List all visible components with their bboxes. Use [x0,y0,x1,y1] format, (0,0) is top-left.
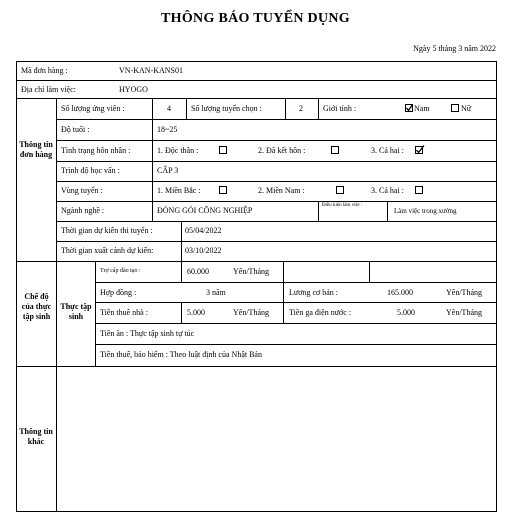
selected-label: Số lượng tuyển chọn : [191,104,262,113]
meals-note: Tiền ăn : Thực tập sinh tự túc [100,329,195,338]
utilities-label: Tiền ga điện nước : [289,308,352,317]
workplace-value: HYOGO [119,85,148,94]
tax-insurance-note: Tiền thuế, bảo hiểm : Theo luật định của Nhật Bản [100,350,262,359]
section-order-heading: Thông tin đơn hàng [19,140,53,159]
gender-male-checkbox[interactable] [405,104,413,112]
training-allowance-label: Trợ cấp đào tạo : [100,268,141,274]
contract-value: 3 năm [206,288,226,297]
utilities-value: 5.000 [397,308,415,317]
trainee-subheading: Thực tập sinh [60,302,92,321]
education-label: Trình độ học vấn : [61,166,120,175]
departure-date-value: 03/10/2022 [185,246,222,255]
section-benefits-heading: Chế độ của thực tập sinh [21,292,52,321]
industry-label: Ngành nghề : [61,206,105,215]
rent-unit: Yên/Tháng [233,308,269,317]
candidates-value: 4 [167,104,171,113]
marital-option-both: 3. Cả hai : [371,146,404,155]
age-label: Độ tuổi : [61,125,90,134]
order-code-label: Mã đơn hàng : [21,66,68,75]
workplace-label: Địa chỉ làm việc: [21,85,76,94]
selected-value: 2 [299,104,303,113]
gender-label: Giới tính : [323,104,357,113]
candidates-label: Số lượng ứng viên : [61,104,125,113]
base-salary-label: Lương cơ bản : [289,288,339,297]
training-allowance-value: 60.000 [187,267,209,276]
age-value: 18~25 [157,125,178,134]
page-title: THÔNG BÁO TUYỂN DỤNG [161,11,350,26]
order-code-value: VN-KAN-KANS01 [119,66,183,75]
gender-female-label: Nữ [461,104,472,113]
gender-male-label: Nam [414,104,430,113]
base-salary-value: 165.000 [387,288,413,297]
region-option-south: 2. Miền Nam : [258,186,305,195]
rent-value: 5.000 [187,308,205,317]
work-condition-value: Làm việc trong xưởng [394,207,457,215]
education-value: CẤP 3 [157,166,179,175]
region-both-checkbox[interactable] [415,186,423,194]
base-salary-unit: Yên/Tháng [446,288,482,297]
marital-option-married: 2. Đã kết hôn : [258,146,306,155]
marital-single-checkbox[interactable] [219,146,227,154]
gender-female-checkbox[interactable] [451,104,459,112]
rent-label: Tiền thuê nhà : [100,308,148,317]
region-option-north: 1. Miền Bắc : [157,186,201,195]
contract-label: Hợp đồng : [100,288,137,297]
region-south-checkbox[interactable] [336,186,344,194]
marital-married-checkbox[interactable] [331,146,339,154]
training-allowance-unit: Yên/Tháng [233,267,269,276]
utilities-unit: Yên/Tháng [446,308,482,317]
industry-value: ĐÓNG GÓI CÔNG NGHIỆP [157,206,253,215]
marital-both-checkbox[interactable] [415,146,423,154]
region-option-both: 3. Cả hai : [371,186,404,195]
section-other-heading: Thông tin khác [19,427,53,446]
marital-option-single: 1. Độc thân : [157,146,199,155]
region-label: Vùng tuyển : [61,186,103,195]
marital-label: Tình trạng hôn nhân : [61,146,131,155]
work-condition-label: Điều kiện làm việc : [322,203,363,208]
check-icon [405,104,413,112]
exam-date-value: 05/04/2022 [185,226,222,235]
departure-date-label: Thời gian xuất cảnh dự kiến: [61,246,154,255]
other-info-area [57,367,496,511]
exam-date-label: Thời gian dự kiến thi tuyển : [61,226,153,235]
check-icon [415,145,425,155]
region-north-checkbox[interactable] [219,186,227,194]
notice-date: Ngày 5 tháng 3 năm 2022 [413,44,496,53]
